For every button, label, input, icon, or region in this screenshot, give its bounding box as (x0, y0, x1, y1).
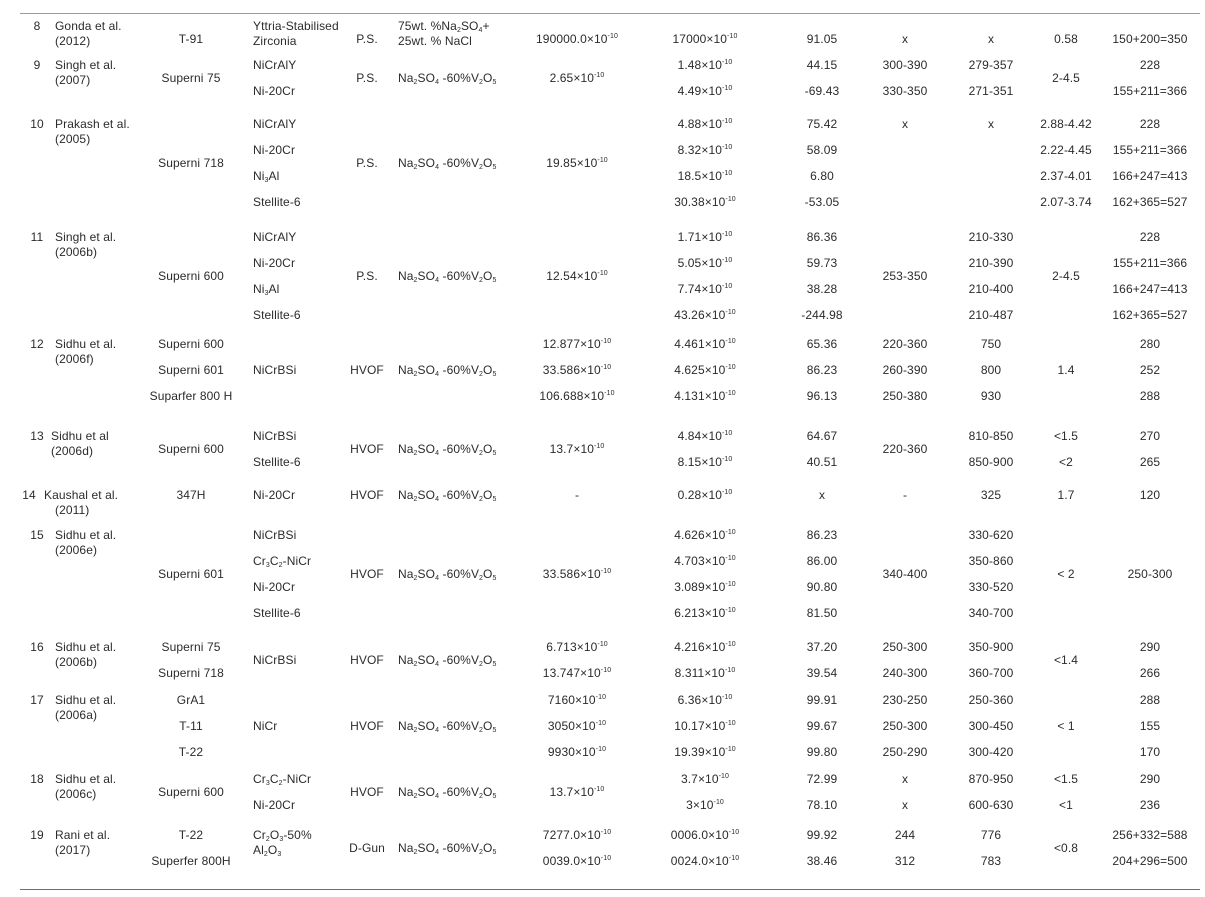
cell-kp-coated: $7.74\times 10^{-10}$ (677, 282, 733, 296)
cell-author: Singh et al. (55, 58, 117, 72)
cell-kp-coated: $1.48\times 10^{-10}$ (677, 58, 733, 72)
cell-bond: 228 (1139, 58, 1161, 72)
cell-author: Sidhu et al. (55, 772, 117, 786)
cell-environment: $Na_2SO_4$ $-60\%V_2O_5$ (398, 567, 497, 582)
cell-bond: 280 (1139, 337, 1161, 351)
cell-reduction: 99.67 (806, 719, 838, 733)
cell-reduction: 6.80 (810, 169, 834, 183)
cell-coating: Ni-20Cr (253, 580, 296, 594)
cell-bond: 166+247=413 (1112, 169, 1188, 183)
cell-substrate: Superfer 800H (151, 854, 231, 868)
cell-porosity: 2.37-4.01 (1040, 169, 1092, 183)
cell-kp-uncoated: $19.85\times 10^{-10}$ (546, 156, 608, 170)
cell-reduction: 78.10 (806, 798, 838, 812)
cell-kp-uncoated: $6.713\times 10^{-10}$ (546, 640, 608, 654)
cell-substrate: T-22 (178, 745, 204, 759)
cell-kp-uncoated: $13.7\times 10^{-10}$ (549, 442, 605, 456)
cell-process: HVOF (350, 442, 384, 456)
cell-coating: Stellite-6 (253, 455, 301, 469)
cell-substrate: Superni 601 (158, 567, 224, 581)
cell-coating: NiCrAlY (253, 117, 297, 131)
cell-coating: $Al_2O_3$ (253, 843, 282, 858)
cell-environment: 25wt. % NaCl (398, 34, 472, 48)
cell-substrate: T-22 (178, 828, 204, 842)
cell-porosity: <2 (1059, 455, 1073, 469)
cell-kp-coated: $1.71\times 10^{-10}$ (677, 230, 733, 244)
cell-coating: $Cr_3C_2$-NiCr (253, 772, 312, 787)
cell-environment: $Na_2SO_4$ $-60\%V_2O_5$ (398, 71, 497, 86)
cell-kp-coated: $4.625\times 10^{-10}$ (674, 363, 736, 377)
cell-bond: 266 (1139, 666, 1161, 680)
cell-environment: $Na_2SO_4$ $-60\%V_2O_5$ (398, 653, 497, 668)
cell-substrate: GrA1 (176, 693, 206, 707)
cell-substrate: 347H (176, 488, 206, 502)
cell-kp-coated: $17000\times 10^{-10}$ (672, 32, 738, 46)
cell-bond: 162+365=527 (1112, 308, 1188, 322)
cell-hardness: 210-487 (968, 308, 1014, 322)
cell-substrate: Superni 600 (158, 337, 224, 351)
cell-thickness: 300-390 (882, 58, 928, 72)
cell-process: HVOF (350, 567, 384, 581)
cell-bond: 228 (1139, 230, 1161, 244)
cell-reduction: 99.92 (806, 828, 838, 842)
cell-environment: $Na_2SO_4$ $-60\%V_2O_5$ (398, 785, 497, 800)
cell-bond: 288 (1139, 389, 1161, 403)
cell-kp-uncoated: $190000.0\times 10^{-10}$ (536, 32, 618, 46)
cell-process: P.S. (356, 156, 378, 170)
cell-coating: $Cr_2O_3-50\%$ (253, 828, 312, 843)
cell-environment: $Na_2SO_4$ $-60\%V_2O_5$ (398, 156, 497, 171)
cell-hardness: 330-520 (968, 580, 1014, 594)
cell-substrate: Suparfer 800 H (149, 389, 233, 403)
cell-substrate: Superni 600 (158, 269, 224, 283)
cell-environment: $Na_2SO_4$ $-60\%V_2O_5$ (398, 442, 497, 457)
cell-bond: 228 (1139, 117, 1161, 131)
cell-kp-uncoated: $12.877\times 10^{-10}$ (542, 337, 612, 351)
cell-kp-coated: $18.5\times 10^{-10}$ (677, 169, 733, 183)
cell-porosity: 2.88-4.42 (1040, 117, 1092, 131)
cell-kp-coated: $4.703\times 10^{-10}$ (674, 554, 736, 568)
cell-process: P.S. (356, 269, 378, 283)
cell-kp-coated: $8.32\times 10^{-10}$ (677, 143, 733, 157)
cell-kp-coated: $30.38\times 10^{-10}$ (674, 195, 736, 209)
cell-kp-coated: $0.28\times 10^{-10}$ (677, 488, 733, 502)
cell-porosity: 2.22-4.45 (1040, 143, 1092, 157)
cell-thickness: 340-400 (882, 567, 928, 581)
cell-reduction: x (818, 488, 826, 502)
cell-bond: 120 (1139, 488, 1161, 502)
cell-no: 17 (30, 693, 44, 707)
cell-reduction: 37.20 (806, 640, 838, 654)
cell-kp-coated: $4.626\times 10^{-10}$ (674, 528, 736, 542)
cell-kp-uncoated: $7277.0\times 10^{-10}$ (542, 828, 612, 842)
cell-process: P.S. (356, 71, 378, 85)
cell-no: 15 (30, 528, 44, 542)
cell-thickness: 240-300 (882, 666, 928, 680)
cell-author: Sidhu et al. (55, 693, 117, 707)
cell-kp-coated: $0024.0\times 10^{-10}$ (670, 854, 740, 868)
cell-process: HVOF (350, 785, 384, 799)
cell-process: P.S. (356, 32, 378, 46)
cell-coating: Yttria-Stabilised (253, 19, 339, 33)
cell-author: (2007) (55, 73, 91, 87)
cell-bond: 150+200=350 (1112, 32, 1188, 46)
cell-porosity: < 2 (1057, 567, 1075, 581)
cell-reduction: 64.67 (806, 429, 838, 443)
cell-substrate: Superni 75 (161, 71, 221, 85)
table-bottom-rule (20, 889, 1200, 890)
cell-reduction: 99.80 (806, 745, 838, 759)
cell-author: (2006c) (55, 787, 97, 801)
cell-process: HVOF (350, 653, 384, 667)
cell-bond: 155+211=366 (1112, 256, 1188, 270)
cell-author: (2006e) (55, 543, 98, 557)
cell-environment: $Na_2SO_4$ $-60\%V_2O_5$ (398, 488, 497, 503)
cell-kp-uncoated: $2.65\times 10^{-10}$ (549, 71, 605, 85)
cell-kp-coated: $8.15\times 10^{-10}$ (677, 455, 733, 469)
cell-kp-coated: $6.213\times 10^{-10}$ (674, 606, 736, 620)
cell-bond: 290 (1139, 772, 1161, 786)
cell-coating: NiCrBSi (253, 653, 297, 667)
cell-hardness: 330-620 (968, 528, 1014, 542)
cell-coating: NiCrAlY (253, 230, 297, 244)
cell-porosity: <1.5 (1053, 429, 1079, 443)
cell-author: Gonda et al. (55, 19, 122, 33)
cell-reduction: 90.80 (806, 580, 838, 594)
cell-process: HVOF (350, 363, 384, 377)
cell-no: 10 (30, 117, 44, 131)
cell-thickness: 250-300 (882, 640, 928, 654)
cell-reduction: 72.99 (806, 772, 838, 786)
cell-porosity: 2-4.5 (1052, 71, 1080, 85)
cell-author: Sidhu et al. (55, 337, 117, 351)
cell-hardness: 360-700 (968, 666, 1014, 680)
cell-author: Prakash et al. (55, 117, 130, 131)
cell-hardness: x (987, 32, 995, 46)
cell-porosity: < 1 (1057, 719, 1075, 733)
cell-thickness: 220-360 (882, 337, 928, 351)
cell-kp-coated: $3\times 10^{-10}$ (686, 798, 724, 812)
cell-kp-uncoated: $13.7\times 10^{-10}$ (549, 785, 605, 799)
cell-kp-uncoated: $106.688\times 10^{-10}$ (539, 389, 615, 403)
cell-no: 13 (30, 429, 44, 443)
cell-coating: Ni-20Cr (253, 84, 296, 98)
cell-kp-coated: $4.131\times 10^{-10}$ (674, 389, 736, 403)
cell-no: 16 (30, 640, 44, 654)
cell-substrate: T-11 (179, 719, 203, 733)
cell-hardness: 850-900 (968, 455, 1014, 469)
cell-environment: $Na_2SO_4$ $-60\%V_2O_5$ (398, 719, 497, 734)
cell-coating: NiCrBSi (253, 363, 297, 377)
cell-author: Sidhu et al (51, 429, 109, 443)
cell-kp-uncoated: - (574, 488, 580, 502)
cell-hardness: 350-900 (968, 640, 1014, 654)
cell-kp-coated: $0006.0\times 10^{-10}$ (670, 828, 740, 842)
cell-author: (2012) (55, 34, 91, 48)
cell-substrate: T-91 (178, 32, 204, 46)
cell-coating: Ni-20Cr (253, 798, 296, 812)
cell-author: Kaushal et al. (44, 488, 119, 502)
cell-kp-uncoated: $33.586\times 10^{-10}$ (542, 567, 612, 581)
cell-reduction: 58.09 (806, 143, 838, 157)
cell-bond: 155 (1139, 719, 1161, 733)
cell-thickness: x (901, 798, 909, 812)
cell-coating: Ni-20Cr (253, 256, 296, 270)
cell-substrate: Superni 718 (158, 156, 224, 170)
cell-hardness: 210-330 (968, 230, 1014, 244)
cell-coating: Stellite-6 (253, 606, 301, 620)
cell-hardness: 783 (980, 854, 1002, 868)
cell-coating: Stellite-6 (253, 195, 301, 209)
cell-hardness: 776 (980, 828, 1002, 842)
cell-thickness: x (901, 772, 909, 786)
cell-reduction: 59.73 (806, 256, 838, 270)
cell-reduction: 38.28 (806, 282, 838, 296)
cell-environment: $Na_2SO_4$ $-60\%V_2O_5$ (398, 269, 497, 284)
cell-reduction: 86.00 (806, 554, 838, 568)
cell-kp-uncoated: $7160\times 10^{-10}$ (547, 693, 607, 707)
cell-bond: 250-300 (1127, 567, 1173, 581)
cell-hardness: 300-450 (968, 719, 1014, 733)
cell-hardness: 600-630 (968, 798, 1014, 812)
cell-process: HVOF (350, 719, 384, 733)
cell-thickness: 244 (894, 828, 916, 842)
table-top-rule (20, 13, 1200, 14)
cell-kp-coated: $4.216\times 10^{-10}$ (674, 640, 736, 654)
cell-hardness: 271-351 (968, 84, 1014, 98)
cell-reduction: 75.42 (806, 117, 838, 131)
cell-thickness: 253-350 (882, 269, 928, 283)
cell-no: 14 (22, 488, 36, 502)
cell-coating: NiCrAlY (253, 58, 297, 72)
cell-reduction: 86.23 (806, 363, 838, 377)
cell-reduction: 38.46 (806, 854, 838, 868)
cell-reduction: 81.50 (806, 606, 838, 620)
cell-no: 9 (33, 58, 41, 72)
cell-coating: $Cr_3C_2$-NiCr (253, 554, 312, 569)
cell-bond: 252 (1139, 363, 1161, 377)
cell-reduction: 86.23 (806, 528, 838, 542)
cell-coating: Ni-20Cr (253, 488, 296, 502)
cell-coating: NiCrBSi (253, 429, 297, 443)
cell-coating: NiCrBSi (253, 528, 297, 542)
cell-kp-coated: $19.39\times 10^{-10}$ (674, 745, 736, 759)
cell-author: Sidhu et al. (55, 640, 117, 654)
cell-kp-coated: $3.7\times 10^{-10}$ (680, 772, 730, 786)
cell-no: 11 (30, 230, 44, 244)
cell-thickness: 250-300 (882, 719, 928, 733)
cell-porosity: 1.4 (1057, 363, 1075, 377)
cell-substrate: Superni 75 (161, 640, 221, 654)
cell-hardness: x (987, 117, 995, 131)
cell-reduction: 86.36 (806, 230, 838, 244)
cell-substrate: Superni 718 (158, 666, 224, 680)
cell-bond: 162+365=527 (1112, 195, 1188, 209)
cell-reduction: 99.91 (806, 693, 838, 707)
cell-coating: Ni-20Cr (253, 143, 296, 157)
cell-porosity: 2.07-3.74 (1040, 195, 1092, 209)
cell-bond: 265 (1139, 455, 1161, 469)
cell-hardness: 870-950 (968, 772, 1014, 786)
cell-porosity: <1.5 (1053, 772, 1079, 786)
cell-no: 12 (30, 337, 44, 351)
cell-hardness: 350-860 (968, 554, 1014, 568)
cell-reduction: -244.98 (801, 308, 843, 322)
cell-reduction: -69.43 (804, 84, 840, 98)
cell-hardness: 279-357 (968, 58, 1014, 72)
cell-thickness: 260-390 (882, 363, 928, 377)
cell-kp-coated: $4.49\times 10^{-10}$ (677, 84, 733, 98)
cell-kp-uncoated: $0039.0\times 10^{-10}$ (542, 854, 612, 868)
cell-bond: 155+211=366 (1112, 84, 1188, 98)
cell-coating: $Ni_3Al$ (253, 169, 280, 184)
cell-kp-coated: $4.461\times 10^{-10}$ (674, 337, 736, 351)
cell-author: (2011) (55, 503, 90, 517)
cell-bond: 270 (1139, 429, 1161, 443)
cell-coating: Zirconia (253, 34, 297, 48)
cell-kp-coated: $43.26\times 10^{-10}$ (674, 308, 736, 322)
cell-coating: Stellite-6 (253, 308, 301, 322)
cell-no: 18 (30, 772, 44, 786)
cell-hardness: 300-420 (968, 745, 1014, 759)
cell-porosity: 0.58 (1054, 32, 1078, 46)
cell-kp-coated: $10.17\times 10^{-10}$ (674, 719, 736, 733)
cell-hardness: 810-850 (968, 429, 1014, 443)
cell-hardness: 340-700 (968, 606, 1014, 620)
cell-hardness: 930 (980, 389, 1002, 403)
cell-environment: 75wt. $\%Na_2SO_4+$ (398, 19, 490, 34)
cell-kp-coated: $4.84\times 10^{-10}$ (677, 429, 733, 443)
cell-environment: $Na_2SO_4$ $-60\%V_2O_5$ (398, 841, 497, 856)
cell-thickness: 230-250 (882, 693, 928, 707)
cell-kp-coated: $4.88\times 10^{-10}$ (677, 117, 733, 131)
cell-hardness: 750 (980, 337, 1002, 351)
cell-reduction: 91.05 (806, 32, 838, 46)
cell-bond: 256+332=588 (1112, 828, 1188, 842)
cell-author: (2006f) (55, 352, 94, 366)
cell-thickness: 330-350 (882, 84, 928, 98)
cell-author: (2006b) (55, 245, 98, 259)
cell-substrate: Superni 600 (158, 442, 224, 456)
cell-substrate: Superni 600 (158, 785, 224, 799)
cell-hardness: 210-390 (968, 256, 1014, 270)
cell-kp-coated: $3.089\times 10^{-10}$ (674, 580, 736, 594)
cell-bond: 155+211=366 (1112, 143, 1188, 157)
cell-bond: 290 (1139, 640, 1161, 654)
cell-hardness: 250-360 (968, 693, 1014, 707)
cell-thickness: 250-380 (882, 389, 928, 403)
cell-kp-coated: $8.311\times 10^{-10}$ (674, 666, 736, 680)
cell-author: Singh et al. (55, 230, 117, 244)
cell-kp-uncoated: $12.54\times 10^{-10}$ (546, 269, 608, 283)
cell-author: Rani et al. (55, 828, 111, 842)
cell-porosity: <0.8 (1053, 841, 1079, 855)
cell-hardness: 325 (980, 488, 1002, 502)
cell-thickness: x (901, 32, 909, 46)
cell-bond: 170 (1139, 745, 1161, 759)
cell-author: (2006a) (55, 708, 98, 722)
cell-porosity: <1 (1059, 798, 1073, 812)
cell-hardness: 210-400 (968, 282, 1014, 296)
cell-author: (2006d) (51, 444, 94, 458)
cell-no: 19 (30, 828, 44, 842)
cell-coating: NiCr (253, 719, 278, 733)
cell-bond: 166+247=413 (1112, 282, 1188, 296)
cell-environment: $Na_2SO_4$ $-60\%V_2O_5$ (398, 363, 497, 378)
cell-reduction: 39.54 (806, 666, 838, 680)
cell-kp-uncoated: $9930\times 10^{-10}$ (547, 745, 607, 759)
cell-hardness: 800 (980, 363, 1002, 377)
cell-bond: 204+296=500 (1112, 854, 1188, 868)
cell-porosity: 1.7 (1057, 488, 1075, 502)
cell-porosity: <1.4 (1053, 653, 1079, 667)
cell-kp-coated: $6.36\times 10^{-10}$ (677, 693, 733, 707)
cell-author: (2005) (55, 132, 91, 146)
cell-thickness: x (901, 117, 909, 131)
cell-process: D-Gun (349, 841, 385, 855)
cell-thickness: 312 (894, 854, 916, 868)
cell-reduction: -53.05 (804, 195, 840, 209)
cell-reduction: 96.13 (806, 389, 838, 403)
cell-bond: 288 (1139, 693, 1161, 707)
cell-no: 8 (33, 19, 41, 33)
cell-porosity: 2-4.5 (1052, 269, 1080, 283)
cell-thickness: 250-290 (882, 745, 928, 759)
cell-kp-coated: $5.05\times 10^{-10}$ (677, 256, 733, 270)
cell-thickness: - (902, 488, 908, 502)
cell-kp-uncoated: $3050\times 10^{-10}$ (547, 719, 607, 733)
cell-author: (2006b) (55, 655, 98, 669)
cell-reduction: 65.36 (806, 337, 838, 351)
cell-reduction: 44.15 (806, 58, 838, 72)
cell-reduction: 40.51 (806, 455, 838, 469)
cell-thickness: 220-360 (882, 442, 928, 456)
cell-process: HVOF (350, 488, 384, 502)
cell-kp-uncoated: $13.747\times 10^{-10}$ (542, 666, 612, 680)
cell-kp-uncoated: $33.586\times 10^{-10}$ (542, 363, 612, 377)
cell-bond: 236 (1139, 798, 1161, 812)
cell-author: Sidhu et al. (55, 528, 117, 542)
cell-author: (2017) (55, 843, 91, 857)
cell-substrate: Superni 601 (158, 363, 224, 377)
cell-coating: $Ni_3Al$ (253, 282, 280, 297)
